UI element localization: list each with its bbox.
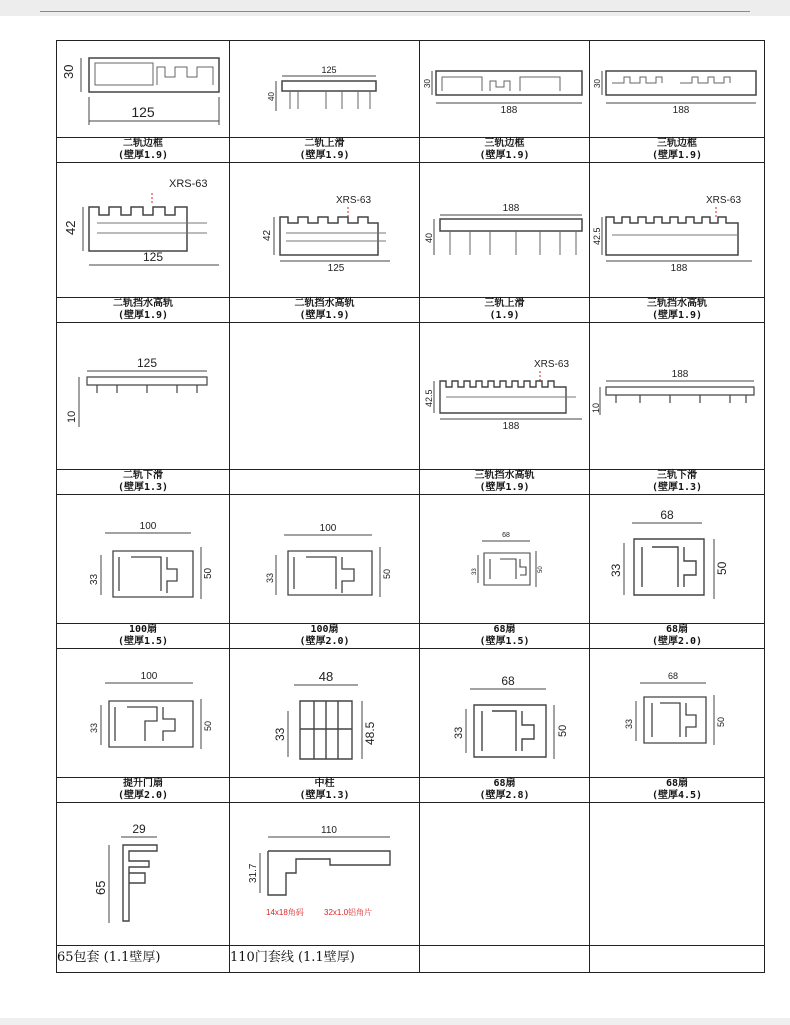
profile-tag: XRS-63 (336, 195, 372, 206)
profile-cell (57, 803, 230, 946)
dim-width: 68 (660, 508, 674, 522)
profile-cell (420, 163, 590, 298)
note-corner-key: 14x18角码 (266, 908, 304, 917)
dim-width: 29 (132, 822, 146, 836)
profile-caption: 68扇 (壁厚4.5) (590, 778, 765, 803)
dim-right: 50 (382, 568, 392, 579)
profile-drawing (230, 41, 419, 137)
profile-drawing (590, 323, 764, 469)
profile-caption: 提升门扇 (壁厚2.0) (57, 778, 230, 803)
dim-width: 188 (672, 105, 690, 116)
empty-caption (590, 946, 765, 973)
note-angle-plate: 32x1.0铝角片 (324, 908, 373, 917)
profile-drawing (590, 495, 764, 623)
dim-width: 68 (667, 671, 679, 681)
profile-drawing (57, 163, 229, 297)
dim-width: 48 (318, 669, 334, 684)
profile-cell (230, 163, 420, 298)
dim-right: 50 (557, 724, 569, 737)
empty-caption (420, 946, 590, 973)
profile-caption: 中柱 (壁厚1.3) (230, 778, 420, 803)
profile-cell (420, 495, 590, 624)
profile-caption: 68扇 (壁厚2.0) (590, 624, 765, 649)
profile-caption: 三轨挡水高轨 (壁厚1.9) (590, 298, 765, 323)
profile-cell (57, 163, 230, 298)
dim-left: 33 (265, 572, 275, 583)
dim-width: 188 (671, 369, 689, 380)
dim-width: 100 (319, 523, 337, 534)
dim-right: 48.5 (363, 721, 377, 745)
profile-caption (230, 470, 420, 495)
profile-cell (590, 41, 765, 138)
dim-width: 125 (321, 65, 337, 75)
profile-caption: 100扇 (壁厚1.5) (57, 624, 230, 649)
dim-height: 40 (267, 92, 276, 101)
dim-width: 100 (140, 671, 158, 682)
dim-height: 42.5 (424, 389, 434, 407)
profile-caption: 二轨上滑 (壁厚1.9) (230, 138, 420, 163)
dim-height: 30 (423, 79, 432, 88)
dim-left: 33 (609, 563, 623, 577)
profile-cell (57, 649, 230, 778)
empty-cell (420, 803, 590, 946)
profile-cell (230, 41, 420, 138)
profile-cell (590, 163, 765, 298)
profile-caption: 100扇 (壁厚2.0) (230, 624, 420, 649)
profile-drawing (57, 495, 229, 623)
dim-left: 33 (624, 718, 634, 729)
dim-left: 33 (89, 573, 100, 585)
profile-drawing (420, 323, 589, 469)
profile-caption: 二轨下滑 (壁厚1.3) (57, 470, 230, 495)
profile-caption: 68扇 (壁厚2.8) (420, 778, 590, 803)
dim-right: 50 (715, 561, 729, 575)
dim-right: 50 (203, 720, 213, 731)
profile-drawing (420, 163, 589, 297)
profile-caption: 二轨挡水高轨 (壁厚1.9) (230, 298, 420, 323)
dim-height: 30 (593, 79, 602, 88)
profile-cell (590, 323, 765, 470)
dim-width: 68 (502, 532, 510, 539)
profile-tag: XRS-63 (169, 178, 208, 190)
dim-right: 50 (538, 566, 544, 573)
dim-left: 33 (472, 568, 478, 575)
profile-caption: 三轨下滑 (壁厚1.3) (590, 470, 765, 495)
dim-width: 188 (502, 203, 520, 214)
dim-height: 10 (591, 402, 601, 413)
profile-drawing (57, 803, 229, 945)
dim-width: 68 (501, 674, 515, 688)
empty-cell (590, 803, 765, 946)
profile-caption: 三轨挡水高轨 (壁厚1.9) (420, 470, 590, 495)
profile-cell (420, 649, 590, 778)
dim-height: 65 (93, 880, 108, 895)
profile-cell (230, 803, 420, 946)
dim-width: 188 (500, 105, 518, 116)
profile-caption: 二轨边框 (壁厚1.9) (57, 138, 230, 163)
dim-width: 125 (142, 250, 164, 264)
bottom-bar (0, 1018, 790, 1025)
dim-left: 33 (453, 726, 465, 739)
profile-tag: XRS-63 (706, 195, 742, 206)
profile-cell (590, 495, 765, 624)
profile-caption: 三轨上滑 (1.9) (420, 298, 590, 323)
profile-caption: 68扇 (壁厚1.5) (420, 624, 590, 649)
profile-cell (230, 495, 420, 624)
profile-catalog-table (56, 40, 765, 973)
profile-cell (230, 649, 420, 778)
profile-drawing (420, 41, 589, 137)
dim-width: 125 (131, 104, 155, 120)
profile-cell (57, 323, 230, 470)
dim-height: 42 (262, 229, 273, 241)
profile-cell (420, 41, 590, 138)
dim-height: 30 (61, 64, 76, 79)
dim-right: 50 (716, 716, 726, 727)
profile-drawing (230, 649, 419, 777)
profile-caption: 110门套线 (1.1壁厚) (230, 946, 420, 973)
profile-drawing (230, 163, 419, 297)
dim-height: 31.7 (248, 863, 259, 883)
dim-width: 125 (136, 356, 158, 370)
profile-drawing (57, 323, 229, 469)
top-divider (40, 11, 750, 12)
profile-drawing (590, 41, 764, 137)
profile-cell (590, 649, 765, 778)
dim-height: 42 (63, 220, 78, 235)
profile-cell (57, 495, 230, 624)
empty-cell (230, 323, 420, 470)
dim-height: 10 (66, 410, 78, 423)
profile-caption: 三轨边框 (壁厚1.9) (420, 138, 590, 163)
profile-drawing (57, 649, 229, 777)
profile-caption: 二轨挡水高轨 (壁厚1.9) (57, 298, 230, 323)
profile-drawing (420, 495, 589, 623)
profile-drawing (420, 649, 589, 777)
dim-height: 40 (424, 232, 434, 243)
profile-drawing (57, 41, 229, 137)
top-bar (0, 0, 790, 16)
profile-drawing (590, 163, 764, 297)
dim-right: 50 (203, 567, 214, 579)
profile-drawing (230, 803, 419, 945)
profile-caption: 三轨边框 (壁厚1.9) (590, 138, 765, 163)
profile-cell (57, 41, 230, 138)
dim-width: 188 (502, 421, 520, 432)
dim-width: 188 (670, 263, 688, 274)
profile-drawing (590, 649, 764, 777)
profile-drawing (230, 495, 419, 623)
dim-left: 33 (273, 727, 287, 741)
profile-tag: XRS-63 (534, 359, 570, 370)
dim-left: 33 (89, 722, 99, 733)
dim-width: 110 (321, 825, 337, 836)
dim-width: 125 (327, 263, 345, 274)
dim-width: 100 (139, 521, 157, 532)
dim-height: 42.5 (592, 227, 602, 245)
profile-cell (420, 323, 590, 470)
profile-caption: 65包套 (1.1壁厚) (57, 946, 230, 973)
